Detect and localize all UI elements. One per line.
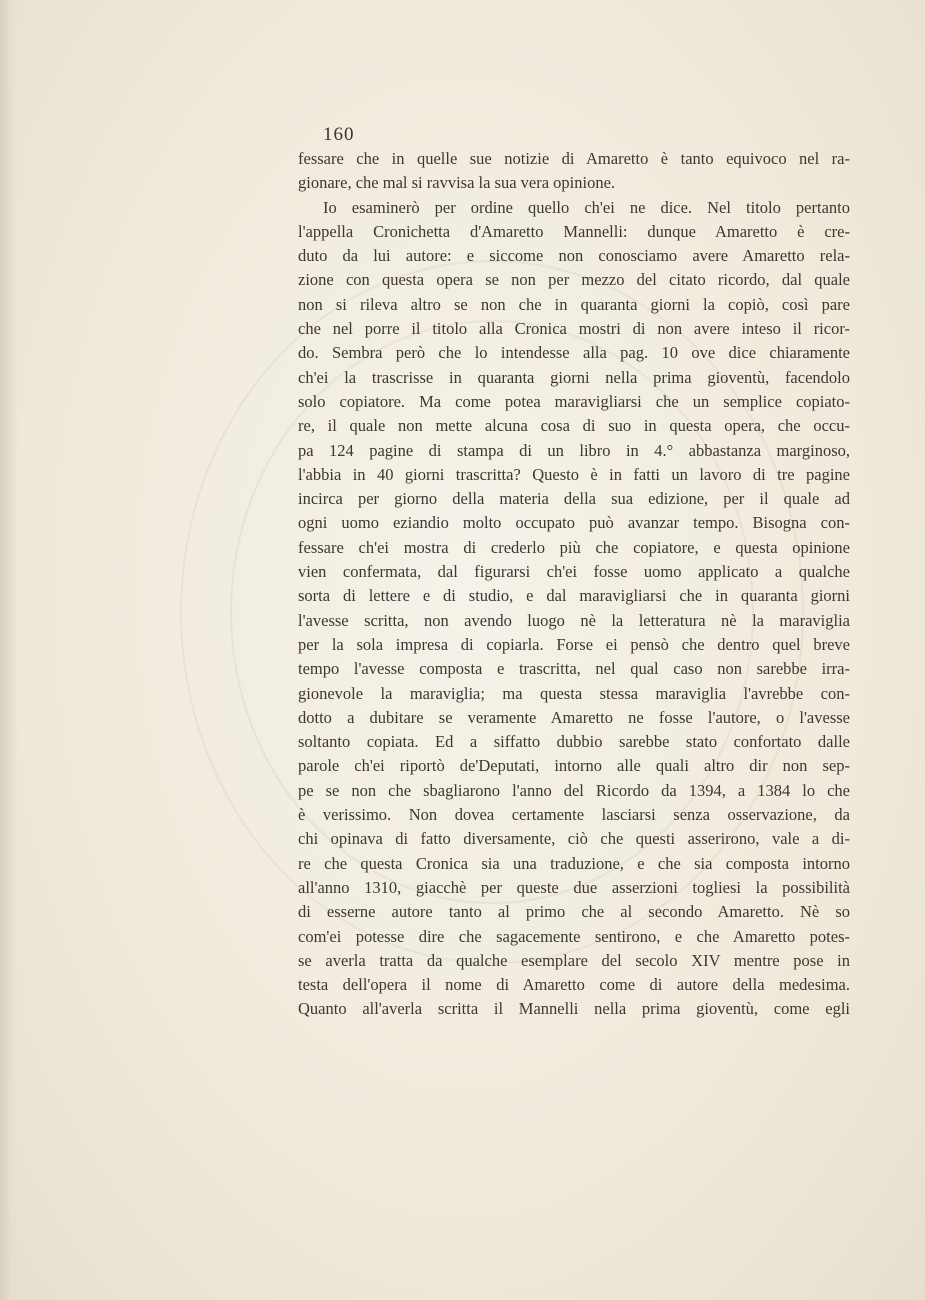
text-line: sorta di lettere e di studio, e dal maravigliarsi che in quaranta giorni <box>298 586 850 606</box>
text-line: re che questa Cronica sia una traduzione, e che sia composta intorno <box>298 853 850 873</box>
page-edge <box>0 0 18 1300</box>
text-line: incirca per giorno della materia della sua edizione, per il quale ad <box>298 489 850 509</box>
text-line: com'ei potesse dire che sagacemente sentirono, e che Amaretto potes- <box>298 926 850 946</box>
text-line: do. Sembra però che lo intendesse alla pag. 10 ove dice chiaramente <box>298 343 850 363</box>
text-line: l'abbia in 40 giorni trascritta? Questo è in fatti un lavoro di tre pagine <box>298 464 850 484</box>
text-line: pe se non che sbagliarono l'anno del Ricordo da 1394, a 1384 lo che <box>298 780 850 800</box>
text-line: Io esaminerò per ordine quello ch'ei ne dice. Nel titolo pertanto <box>323 197 850 217</box>
text-line: pa 124 pagine di stampa di un libro in 4.° abbastanza marginoso, <box>298 440 850 460</box>
text-line: testa dell'opera il nome di Amaretto come di autore della medesima. <box>298 975 850 995</box>
text-line: solo copiatore. Ma come potea maravigliarsi che un semplice copiato- <box>298 391 850 411</box>
text-line: per la sola impresa di copiarla. Forse ei pensò che dentro quel breve <box>298 634 850 654</box>
text-line: l'appella Cronichetta d'Amaretto Mannelli: dunque Amaretto è cre- <box>298 221 850 241</box>
body-text <box>298 147 850 1022</box>
text-line: fessare ch'ei mostra di crederlo più che copiatore, e questa opinione <box>298 537 850 557</box>
text-line: fessare che in quelle sue notizie di Amaretto è tanto equivoco nel ra- <box>298 149 850 168</box>
text-line: ogni uomo eziandio molto occupato può avanzar tempo. Bisogna con- <box>298 513 850 533</box>
text-line: gionare, che mal si ravvisa la sua vera opinione. <box>298 173 616 193</box>
text-line: vien confermata, dal figurarsi ch'ei fosse uomo applicato a qualche <box>298 562 850 582</box>
text-line: di esserne autore tanto al primo che al secondo Amaretto. Nè so <box>298 902 850 922</box>
text-line: l'avesse scritta, non avendo luogo nè la letteratura nè la maraviglia <box>298 610 850 630</box>
text-line: chi opinava di fatto diversamente, ciò che questi asserirono, vale a di- <box>298 829 850 849</box>
text-line: se averla tratta da qualche esemplare del secolo XIV mentre pose in <box>298 950 850 970</box>
text-line: Quanto all'averla scritta il Mannelli nella prima gioventù, come egli <box>298 999 850 1019</box>
text-line: dotto a dubitare se veramente Amaretto ne fosse l'autore, o l'avesse <box>298 707 850 727</box>
text-line: re, il quale non mette alcuna cosa di suo in questa opera, che occu- <box>298 416 850 436</box>
text-line: zione con questa opera se non per mezzo del citato ricordo, dal quale <box>298 270 850 290</box>
text-line: soltanto copiata. Ed a siffatto dubbio sarebbe stato confortato dalle <box>298 732 850 752</box>
text-line: che nel porre il titolo alla Cronica mostri di non avere inteso il ricor- <box>298 319 850 339</box>
text-line: non si rileva altro se non che in quaranta giorni la copiò, così pare <box>298 294 850 314</box>
text-line: duto da lui autore: e siccome non conosciamo avere Amaretto rela- <box>298 246 850 266</box>
page-number: 160 <box>323 124 355 145</box>
text-line: è verissimo. Non dovea certamente lasciarsi senza osservazione, da <box>298 805 850 825</box>
text-line: parole ch'ei riportò de'Deputati, intorno alle quali altro dir non sep- <box>298 756 850 776</box>
text-line: gionevole la maraviglia; ma questa stessa maraviglia l'avrebbe con- <box>298 683 850 703</box>
text-line: all'anno 1310, giacchè per queste due asserzioni togliesi la possibilità <box>298 877 850 897</box>
text-line: ch'ei la trascrisse in quaranta giorni nella prima gioventù, facendolo <box>298 367 850 387</box>
text-line: tempo l'avesse composta e trascritta, nel qual caso non sarebbe irra- <box>298 659 850 679</box>
